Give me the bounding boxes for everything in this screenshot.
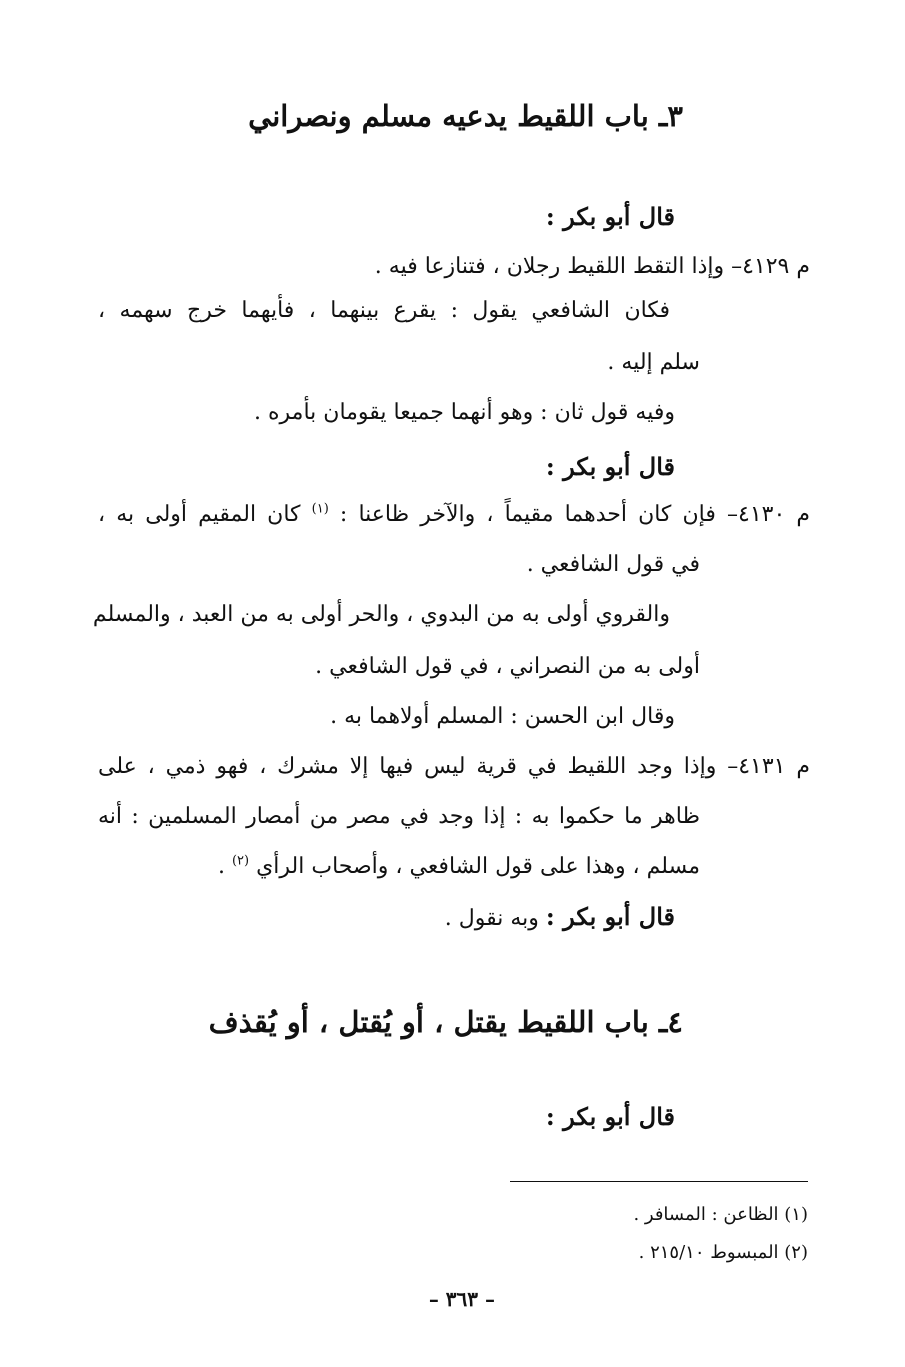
issue-4130-line-3: والقروي أولى به من البدوي ، والحر أولى به من العبد ، والمسلم bbox=[92, 602, 670, 627]
footnote-ref-2: (٢) bbox=[231, 853, 250, 869]
footnote-2: (٢) المبسوط ٢١٥/١٠ . bbox=[638, 1242, 808, 1263]
abu-bakr-label: قال أبو بكر : bbox=[545, 452, 675, 481]
page-number: – ٣٦٣ – bbox=[428, 1287, 495, 1311]
issue-4129-line-2: فكان الشافعي يقول : يقرع بينهما ، فأيهما خرج سهمه ، bbox=[98, 298, 670, 323]
footnote-ref-1: (١) bbox=[311, 501, 329, 517]
issue-4131-line-2: ظاهر ما حكموا به : إذا وجد في مصر من أمصار المسلمين : أنه bbox=[98, 804, 700, 829]
issue-4131-line-1: م ٤١٣١– وإذا وجد اللقيط في قرية ليس فيها إلا مشرك ، فهو ذمي ، على bbox=[98, 754, 810, 779]
abu-bakr-label: قال أبو بكر : bbox=[545, 202, 675, 231]
issue-4131-line-4 bbox=[445, 902, 675, 934]
abu-bakr-label: قال أبو بكر : bbox=[545, 902, 675, 931]
issue-4129-line-4: وفيه قول ثان : وهو أنهما جميعا يقومان بأمره . bbox=[254, 400, 675, 425]
footnote-separator bbox=[510, 1181, 808, 1182]
issue-4130-line-1-text: م ٤١٣٠– فإن كان أحدهما مقيماً ، والآخر ظاعنا : bbox=[339, 502, 810, 527]
chapter-4-heading: ٤ـ باب اللقيط يقتل ، أو يُقتل ، أو يُقذف bbox=[208, 1005, 683, 1039]
issue-4129-line-1: م ٤١٢٩– وإذا التقط اللقيط رجلان ، فتنازعا فيه . bbox=[374, 254, 810, 279]
issue-4130-line-2: في قول الشافعي . bbox=[526, 552, 700, 577]
footnote-1: (١) الظاعن : المسافر . bbox=[633, 1204, 808, 1225]
issue-4131-line-3 bbox=[218, 852, 700, 882]
issue-4131-line-3-end: . bbox=[217, 854, 225, 879]
issue-4129-line-3: سلم إليه . bbox=[607, 350, 700, 375]
chapter-3-heading: ٣ـ باب اللقيط يدعيه مسلم ونصراني bbox=[248, 99, 683, 133]
issue-4131-line-4-text: وبه نقول . bbox=[444, 906, 539, 931]
issue-4131-line-3-text: مسلم ، وهذا على قول الشافعي ، وأصحاب الرأي bbox=[256, 854, 700, 879]
issue-4130-line-4: أولى به من النصراني ، في قول الشافعي . bbox=[315, 654, 700, 679]
issue-4130-line-1-text: كان المقيم أولى به ، bbox=[98, 502, 301, 527]
abu-bakr-label: قال أبو بكر : bbox=[545, 1102, 675, 1131]
issue-4130-line-1 bbox=[98, 500, 810, 530]
issue-4130-line-5: وقال ابن الحسن : المسلم أولاهما به . bbox=[330, 704, 675, 729]
